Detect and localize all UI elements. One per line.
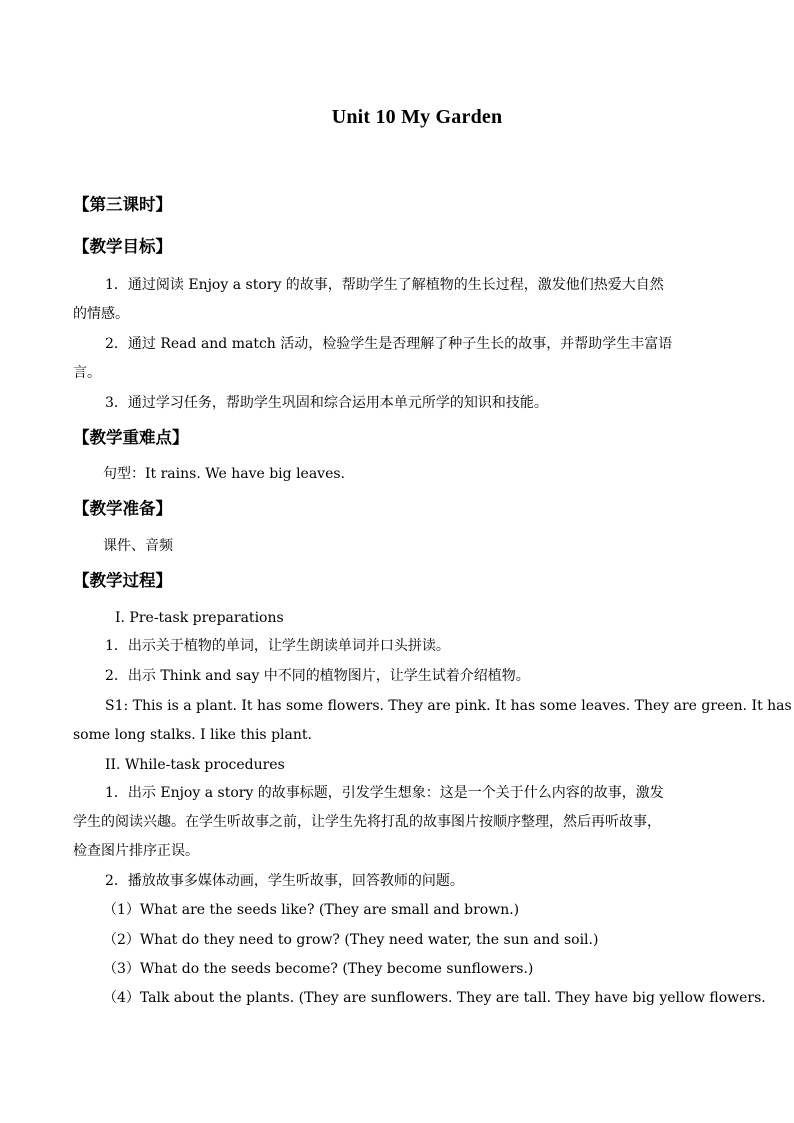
process-line: （1）What are the seeds like? (They are small and brown.) <box>103 902 520 918</box>
preparation-heading: 【教学准备】 <box>73 499 172 518</box>
objective-line: 3．通过学习任务，帮助学生巩固和综合运用本单元所学的知识和技能。 <box>105 395 548 411</box>
process-line: 2．播放故事多媒体动画，学生听故事，回答教师的问题。 <box>105 873 464 889</box>
objectives-heading: 【教学目标】 <box>73 237 172 256</box>
key-points-heading: 【教学重难点】 <box>73 428 189 447</box>
process-line: 学生的阅读兴趣。在学生听故事之前，让学生先将打乱的故事图片按顺序整理，然后再听故事， <box>73 814 661 830</box>
objective-line: 2．通过 Read and match 活动，检验学生是否理解了种子生长的故事，并帮助学生丰富语 <box>105 336 673 352</box>
process-line: （4）Talk about the plants. (They are sunflowers. They are tall. They have big yellow flowers. <box>103 990 766 1006</box>
objective-line: 1．通过阅读 Enjoy a story 的故事，帮助学生了解植物的生长过程，激发他们热爱大自然 <box>105 277 664 293</box>
process-heading: 【教学过程】 <box>73 571 172 590</box>
process-line: 检查图片排序正误。 <box>73 843 199 859</box>
process-line: I. Pre-task preparations <box>115 610 284 626</box>
process-line: （2）What do they need to grow? (They need water, the sun and soil.) <box>103 932 599 948</box>
objective-line: 言。 <box>73 365 101 381</box>
process-line: 1．出示关于植物的单词，让学生朗读单词并口头拼读。 <box>105 638 450 654</box>
key-points-line: 句型：It rains. We have big leaves. <box>103 466 346 482</box>
lesson-heading: 【第三课时】 <box>73 195 172 214</box>
page-title: Unit 10 My Garden <box>331 106 503 128</box>
process-line: some long stalks. I like this plant. <box>73 727 312 743</box>
objective-line: 的情感。 <box>73 306 129 322</box>
preparation-line: 课件、音频 <box>103 538 173 554</box>
process-line: II. While-task procedures <box>105 757 285 773</box>
process-line: 1．出示 Enjoy a story 的故事标题，引发学生想象：这是一个关于什么内容的故事，激发 <box>105 785 664 801</box>
process-line: S1: This is a plant. It has some flowers. They are pink. It has some leaves. They are green. It has <box>105 698 792 714</box>
process-line: 2．出示 Think and say 中不同的植物图片，让学生试着介绍植物。 <box>105 668 530 684</box>
process-line: （3）What do the seeds become? (They become sunflowers.) <box>103 961 534 977</box>
